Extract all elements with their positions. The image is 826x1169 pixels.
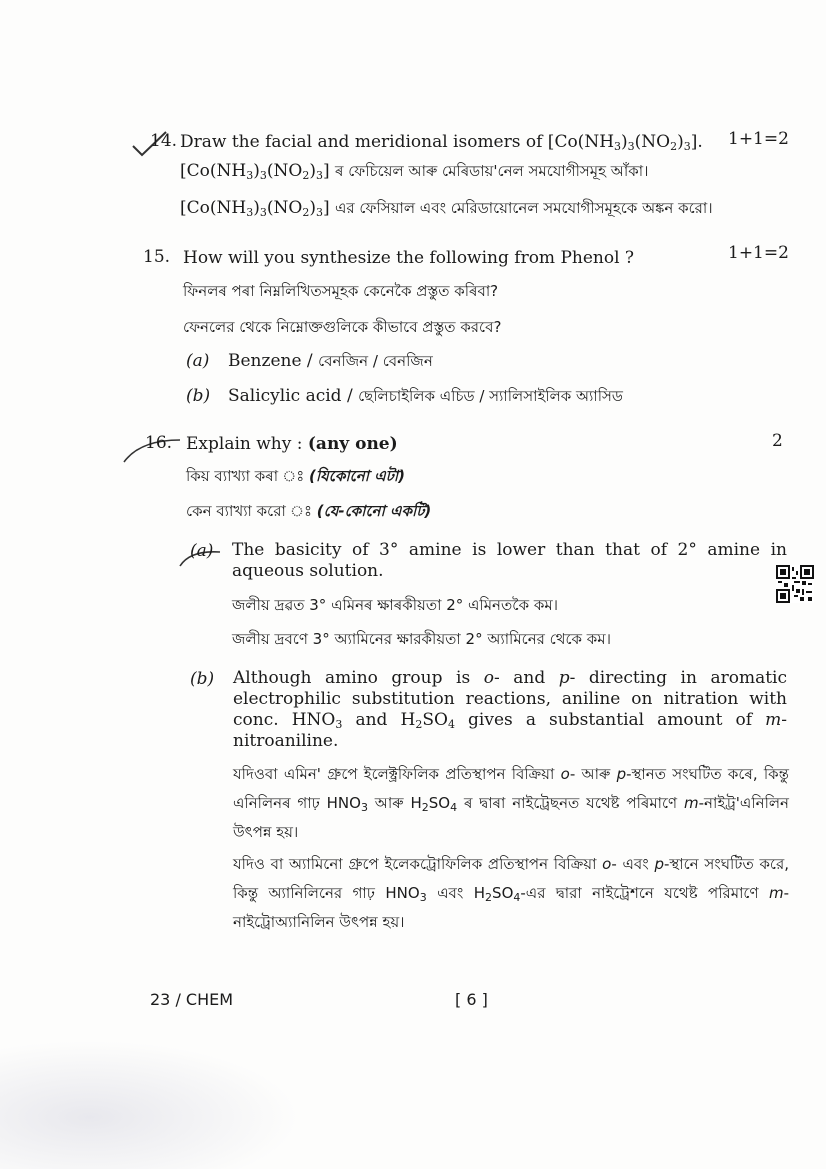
q16-b-english: Although amino group is o- and p- directing in aromatic electrophilic substitution reactions, aniline on nitration with conc. $HNO_3$ and $H_2SO_4$ gives a substantial amount of m-nitroaniline. — [233, 668, 787, 751]
q15-english: How will you synthesize the following from Phenol ? — [183, 248, 635, 268]
q15-number: 15. — [143, 247, 171, 267]
q15-b-text: Salicylic acid / ছেলিচাইলিক এচিড / স্যালিসাইলিক অ্যাসিড — [228, 386, 623, 406]
q16-b-assamese: যদিওবা এমিন' গ্ৰুপে ইলেক্ট্ৰফিলিক প্ৰতিস্থাপন বিক্ৰিয়া o- আৰু p-স্থানত সংঘটিত কৰে, কিন্তু এনিলিনৰ গাঢ় $HNO_3$ আৰু $H_2SO_4$ ৰ দ্বাৰা নাইট্ৰেছনত যথেষ্ট পৰিমাণে m-নাইট্ৰ'এনিলিন উৎপন্ন হয়। — [233, 765, 789, 841]
q15-a-label: (a) — [186, 351, 210, 371]
q16-number: 16. — [145, 433, 173, 453]
q14-bengali: $[Co(NH_3)_3(NO_2)_3]$ এর ফেসিয়াল এবং মেরিডায়োনেল সমযোগীসমূহকে অঙ্কন করো। — [180, 198, 713, 219]
q15-bengali: ফেনলের থেকে নিম্নোক্তগুলিকে কীভাবে প্রস্তুত করবে? — [183, 318, 502, 336]
q14-english: Draw the facial and meridional isomers of $[Co(NH_3)_3(NO_2)_3]$. — [180, 132, 703, 153]
q16-b-label: (b) — [190, 669, 215, 689]
q14-assamese: $[Co(NH_3)_3(NO_2)_3]$ ৰ ফেচিয়েল আৰু মেৰিডায়'নেল সমযোগীসমূহ আঁকা। — [180, 161, 649, 182]
q16-a-english: The basicity of 3° amine is lower than that of 2° amine in aqueous solution. — [232, 540, 787, 581]
q14-marks: 1+1=2 — [728, 129, 789, 149]
q15-assamese: ফিনলৰ পৰা নিম্নলিখিতসমূহক কেনেকৈ প্ৰস্তুত কৰিবা? — [183, 282, 499, 300]
q16-english: Explain why : (any one) — [186, 434, 398, 454]
q16-bengali: কেন ব্যাখ্যা করো ঃ (যে-কোনো একটি) — [186, 502, 432, 520]
paper-code: 23 / CHEM — [150, 990, 234, 1009]
q16-marks: 2 — [772, 431, 783, 451]
q16-a-label: (a) — [190, 541, 214, 561]
q15-b-label: (b) — [186, 386, 211, 406]
q16-assamese: কিয় ব্যাখ্যা কৰা ঃ (যিকোনো এটা) — [186, 467, 406, 485]
page-number: [ 6 ] — [455, 990, 488, 1009]
q16-a-assamese: জলীয় দ্ৰৱত 3° এমিনৰ ক্ষাৰকীয়তা 2° এমিনতকৈ কম। — [232, 596, 559, 614]
q15-a-text: Benzene / বেনজিন / বেনজিন — [228, 351, 433, 371]
q15-marks: 1+1=2 — [728, 243, 789, 263]
scan-smudge — [0, 1040, 300, 1169]
q16-b-bengali: যদিও বা অ্যামিনো গ্রুপে ইলেকট্রোফিলিক প্রতিস্থাপন বিক্রিয়া o- এবং p-স্থানে সংঘটিত করে, কিন্তু অ্যানিলিনের গাঢ় $HNO_3$ এবং $H_2SO_4-এর$ দ্বারা নাইট্রেশনে যথেষ্ট পরিমাণে m-নাইট্রোঅ্যানিলিন উৎপন্ন হয়। — [233, 855, 789, 931]
qr-code — [776, 565, 814, 603]
q16-a-bengali: জলীয় দ্রবণে 3° অ্যামিনের ক্ষারকীয়তা 2° অ্যামিনের থেকে কম। — [232, 630, 611, 648]
q14-number: 14. — [150, 131, 178, 151]
